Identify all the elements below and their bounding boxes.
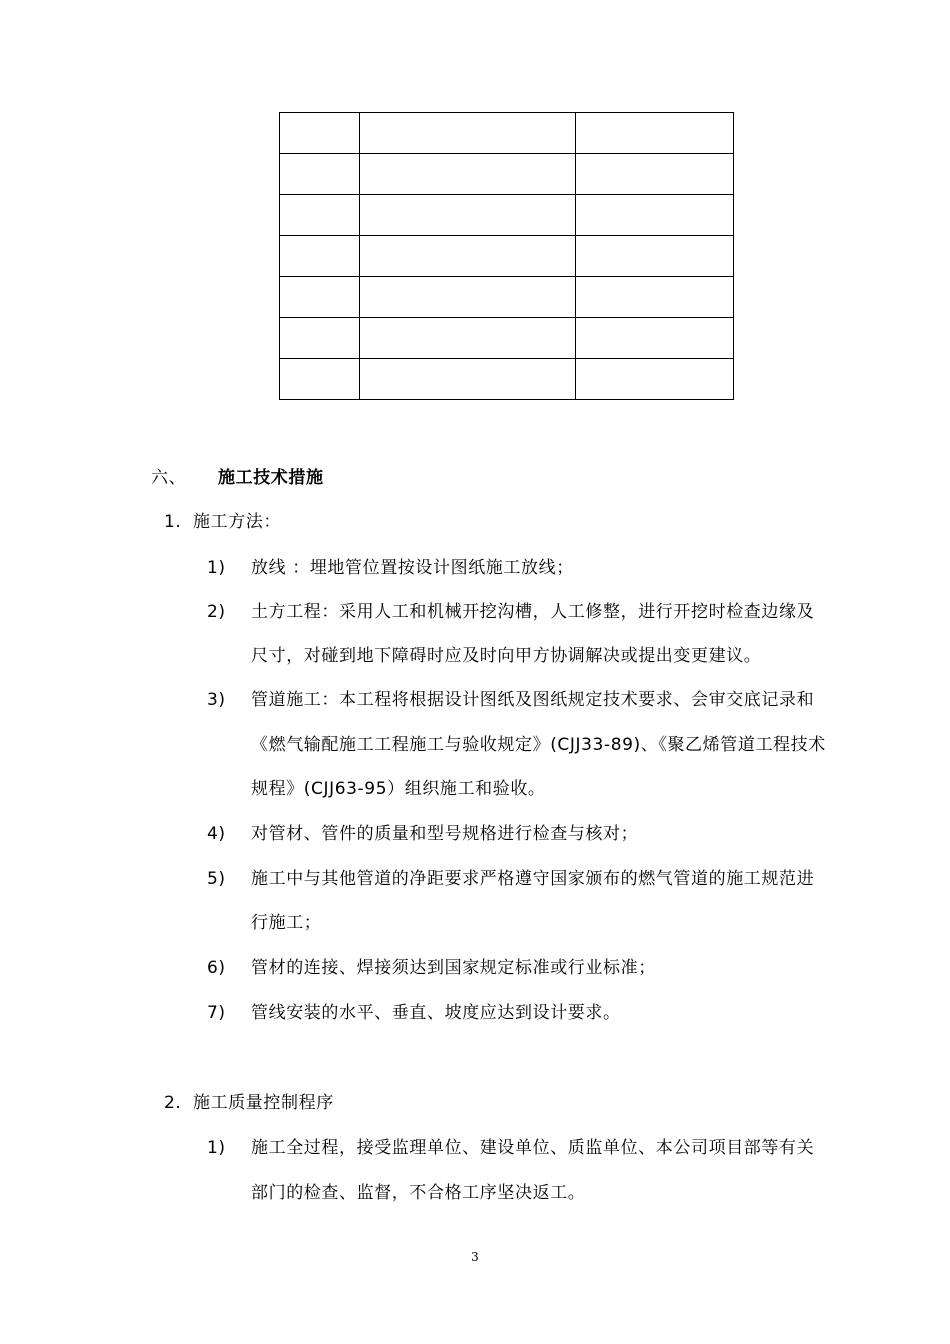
subsection-number: 1. <box>164 512 182 532</box>
list-item-text: 行施工； <box>251 913 322 933</box>
table-cell <box>360 113 576 154</box>
table-cell <box>576 359 734 400</box>
page-number: 3 <box>471 1250 479 1264</box>
table-cell <box>360 154 576 195</box>
list-item-number: 2) <box>207 602 226 622</box>
table-cell <box>576 236 734 277</box>
table-cell <box>280 359 360 400</box>
list-item-text: 管材的连接、焊接须达到国家规定标准或行业标准； <box>251 958 656 978</box>
table-row <box>280 359 734 400</box>
list-item-text: 施工全过程，接受监理单位、建设单位、质监单位、本公司项目部等有关 <box>251 1138 815 1158</box>
list-item-text: 尺寸，对碰到地下障碍时应及时向甲方协调解决或提出变更建议。 <box>251 646 762 666</box>
table-cell <box>360 277 576 318</box>
table-cell <box>360 195 576 236</box>
subsection-title: 施工方法： <box>193 512 281 532</box>
list-item-text: 规程》(CJJ63-95）组织施工和验收。 <box>251 779 546 799</box>
table-cell <box>576 195 734 236</box>
table-row <box>280 236 734 277</box>
list-item-number: 1) <box>207 558 226 578</box>
table-cell <box>576 318 734 359</box>
list-item-number: 3) <box>207 690 226 710</box>
list-item-text: 土方工程：采用人工和机械开挖沟槽，人工修整，进行开挖时检查边缘及 <box>251 602 815 622</box>
table-cell <box>360 359 576 400</box>
table-cell <box>280 195 360 236</box>
table-row <box>280 318 734 359</box>
table-row <box>280 277 734 318</box>
table-cell <box>576 154 734 195</box>
section-title: 施工技术措施 <box>218 468 324 488</box>
table-row <box>280 195 734 236</box>
list-item-text: 放线 ：埋地管位置按设计图纸施工放线； <box>251 558 574 578</box>
list-item-number: 7) <box>207 1003 226 1023</box>
list-item-number: 6) <box>207 958 226 978</box>
table-cell <box>576 113 734 154</box>
table-cell <box>360 318 576 359</box>
list-item-text: 管道施工：本工程将根据设计图纸及图纸规定技术要求、会审交底记录和 <box>251 690 815 710</box>
list-item-text: 《燃气输配施工工程施工与验收规定》(CJJ33-89)、《聚乙烯管道工程技术 <box>251 735 826 755</box>
table-cell <box>280 318 360 359</box>
list-item-text: 对管材、管件的质量和型号规格进行检查与核对； <box>251 824 639 844</box>
table-cell <box>280 154 360 195</box>
table-cell <box>360 236 576 277</box>
section-number: 六、 <box>151 468 187 488</box>
table-cell <box>280 277 360 318</box>
list-item-number: 5) <box>207 869 226 889</box>
list-item-number: 4) <box>207 824 226 844</box>
subsection-number: 2. <box>164 1093 182 1113</box>
subsection-title: 施工质量控制程序 <box>193 1093 334 1113</box>
list-item-text: 管线安装的水平、垂直、坡度应达到设计要求。 <box>251 1003 621 1023</box>
table-row <box>280 154 734 195</box>
table-cell <box>280 113 360 154</box>
table-cell <box>576 277 734 318</box>
list-item-text: 部门的检查、监督，不合格工序坚决返工。 <box>251 1183 586 1203</box>
list-item-text: 施工中与其他管道的净距要求严格遵守国家颁布的燃气管道的施工规范进 <box>251 869 815 889</box>
table-row <box>280 113 734 154</box>
empty-table <box>279 112 734 400</box>
table-cell <box>280 236 360 277</box>
list-item-number: 1) <box>207 1138 226 1158</box>
